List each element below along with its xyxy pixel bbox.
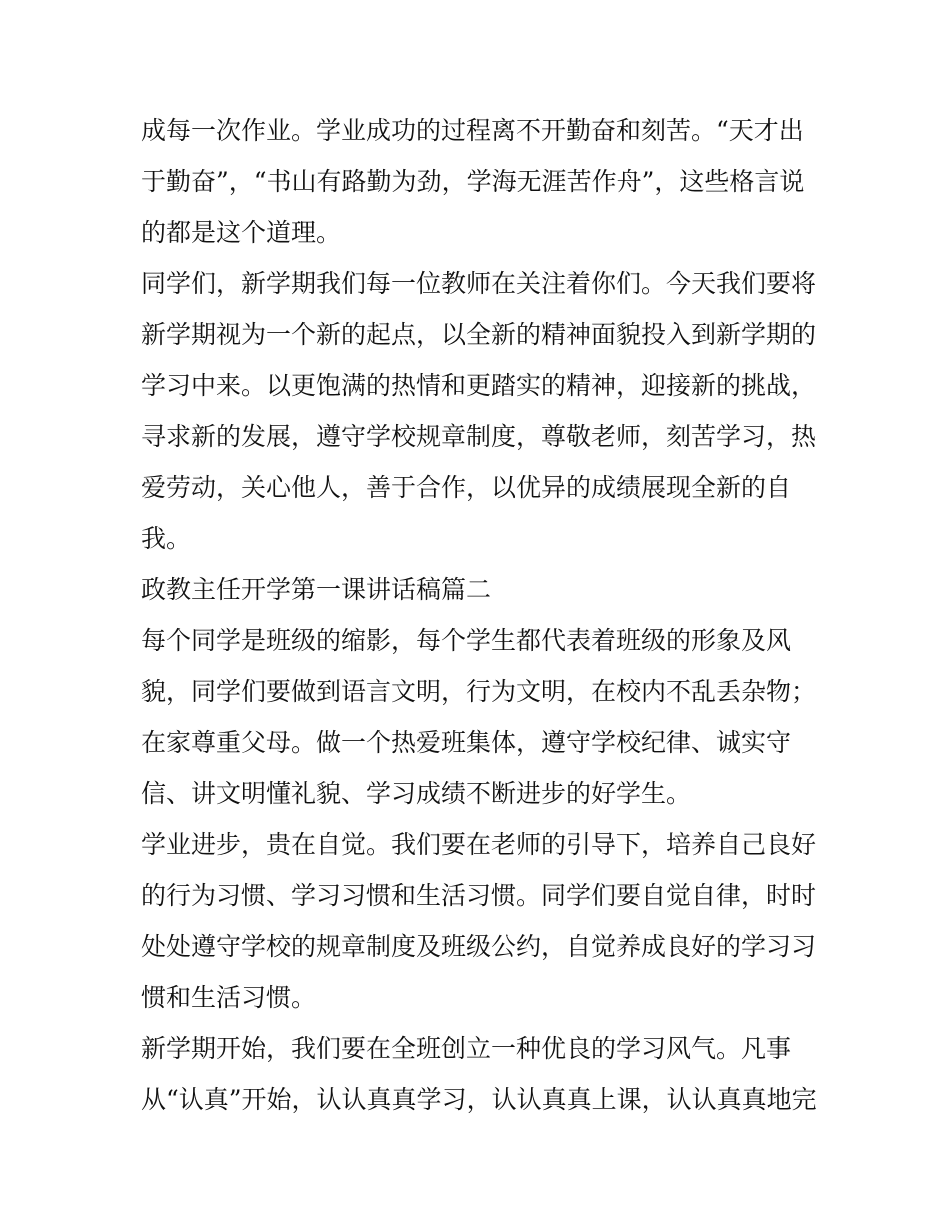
document-body	[141, 105, 821, 1125]
text-line: 爱劳动，关心他人，善于合作，以优异的成绩展现全新的自	[141, 473, 792, 502]
section-heading: 政教主任开学第一课讲话稿篇二	[141, 575, 492, 604]
text-line: 惯和生活习惯。	[141, 983, 317, 1012]
text-line: 新学期开始，我们要在全班创立一种优良的学习风气。凡事	[141, 1034, 792, 1063]
text-line: 同学们，新学期我们每一位教师在关注着你们。今天我们要将	[141, 269, 817, 298]
text-line: 从“认真”开始，认认真真学习，认认真真上课，认认真真地完	[141, 1085, 817, 1114]
text-line: 学业进步，贵在自觉。我们要在老师的引导下，培养自己良好	[141, 830, 817, 859]
text-line: 在家尊重父母。做一个热爱班集体，遵守学校纪律、诚实守	[141, 728, 792, 757]
text-line: 我。	[141, 524, 192, 553]
text-line: 每个同学是班级的缩影，每个学生都代表着班级的形象及风	[141, 626, 792, 655]
text-line: 信、讲文明懂礼貌、学习成绩不断进步的好学生。	[141, 779, 692, 808]
text-line: 貌，同学们要做到语言文明，行为文明，在校内不乱丢杂物；	[141, 677, 817, 706]
text-line: 寻求新的发展，遵守学校规章制度，尊敬老师，刻苦学习，热	[141, 422, 817, 451]
text-line: 于勤奋”，“书山有路勤为劲，学海无涯苦作舟”，这些格言说	[141, 167, 805, 196]
text-line: 的行为习惯、学习习惯和生活习惯。同学们要自觉自律，时时	[141, 881, 817, 910]
text-line: 新学期视为一个新的起点，以全新的精神面貌投入到新学期的	[141, 320, 817, 349]
text-line: 学习中来。以更饱满的热情和更踏实的精神，迎接新的挑战，	[141, 371, 817, 400]
text-line: 成每一次作业。学业成功的过程离不开勤奋和刻苦。“天才出	[141, 116, 804, 145]
text-line: 的都是这个道理。	[141, 218, 342, 247]
text-line: 处处遵守学校的规章制度及班级公约，自觉养成良好的学习习	[141, 932, 817, 961]
